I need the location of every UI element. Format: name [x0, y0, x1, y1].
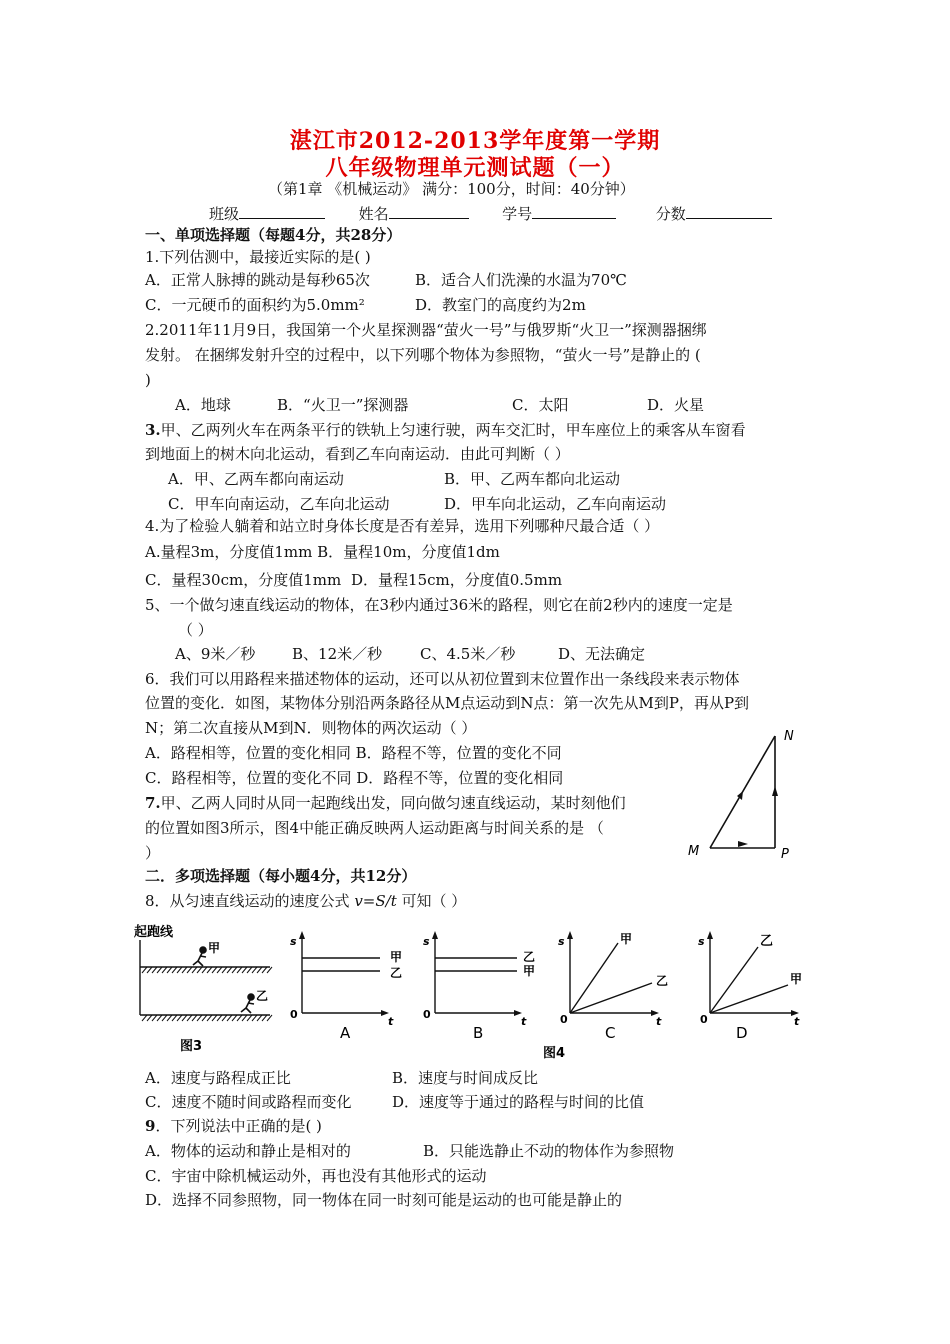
- hatch-mark: [267, 967, 272, 973]
- q9-option-d: D．选择不同参照物，同一物体在同一时刻可能是运动的也可能是静止的: [145, 1191, 623, 1209]
- hatch-mark: [227, 967, 232, 973]
- hatch-mark: [202, 967, 207, 973]
- graph-c-yi-label: 乙: [656, 974, 669, 988]
- hatch-mark: [182, 967, 187, 973]
- hatch-mark: [197, 967, 202, 973]
- name-label: 姓名: [358, 205, 389, 223]
- hatch-mark: [197, 1015, 202, 1021]
- graph-a-origin: 0: [290, 1008, 298, 1021]
- q8-option-d: D．速度等于通过的路程与时间的比值: [392, 1093, 645, 1111]
- hatch-mark: [252, 1015, 257, 1021]
- hatch-mark: [162, 967, 167, 973]
- q5-line1: 5、一个做匀速直线运动的物体，在3秒内通过36米的路程，则它在前2秒内的速度一定是: [145, 596, 733, 614]
- hatch-mark: [232, 967, 237, 973]
- q5-option-d: D、无法确定: [558, 645, 646, 663]
- graph-b: [423, 931, 535, 1042]
- q9-option-b: B．只能选静止不动的物体作为参照物: [423, 1142, 675, 1160]
- q1-option-b: B．适合人们洗澡的水温为70℃: [415, 271, 627, 289]
- hatch-mark: [247, 1015, 252, 1021]
- hatch-mark: [257, 1015, 262, 1021]
- graph-c-t-label: t: [656, 1015, 662, 1028]
- q3-line2: 到地面上的树木向北运动，看到乙车向南运动．由此可判断（ ）: [145, 445, 570, 463]
- runner-yi-label: 乙: [256, 989, 269, 1003]
- q3-option-a: A．甲、乙两车都向南运动: [168, 470, 344, 488]
- exam-subtitle-title: 八年级物理单元测试题（一）: [325, 155, 625, 181]
- hatch-mark: [257, 967, 262, 973]
- q5-option-b: B、12米／秒: [292, 645, 383, 663]
- id-field[interactable]: [532, 203, 616, 219]
- q5-line2: （ ）: [178, 621, 213, 639]
- hatch-mark: [152, 967, 157, 973]
- graph-b-letter: B: [473, 1024, 484, 1042]
- hatch-mark: [177, 967, 182, 973]
- q8-option-a: A．速度与路程成正比: [145, 1069, 291, 1087]
- q9-stem: [145, 1116, 322, 1136]
- q7-line2: 的位置如图3所示，图4中能正确反映两人运动距离与时间关系的是 （: [145, 819, 604, 837]
- score-field[interactable]: [686, 203, 772, 219]
- pn-arrow-icon: [772, 786, 778, 796]
- hatch-mark: [252, 967, 257, 973]
- hatch-mark: [157, 1015, 162, 1021]
- graph-a-yi-label: 乙: [390, 966, 403, 980]
- q9-option-a: A．物体的运动和静止是相对的: [145, 1142, 351, 1160]
- graph-d: [698, 931, 802, 1042]
- graph-d-line-jia: [710, 985, 788, 1013]
- hatch-mark: [207, 967, 212, 973]
- q2-option-a: A．地球: [175, 396, 231, 414]
- hatch-mark: [222, 967, 227, 973]
- q4-option-ab: A.量程3m，分度值1mm B．量程10m，分度值1dm: [145, 543, 500, 561]
- hatch-mark: [262, 967, 267, 973]
- q9-number: 9: [145, 1117, 156, 1135]
- figure3-caption: 图3: [180, 1039, 203, 1054]
- hatch-mark: [172, 967, 177, 973]
- hatch-mark: [177, 1015, 182, 1021]
- hatch-mark: [142, 967, 147, 973]
- graph-c-line-yi: [570, 983, 652, 1013]
- q2-line2: 发射。 在捆绑发射升空的过程中，以下列哪个物体为参照物，“萤火一号”是静止的 (: [145, 346, 701, 364]
- hatch-mark: [192, 967, 197, 973]
- graph-c-origin: 0: [560, 1013, 568, 1026]
- graph-d-origin: 0: [700, 1013, 708, 1026]
- q6-option-ab: A．路程相等，位置的变化相同 B．路程不等，位置的变化不同: [145, 744, 562, 762]
- q5-option-c: C、4.5米／秒: [420, 645, 516, 663]
- point-n-label: N: [784, 729, 794, 744]
- q8-formula: v=S/t: [354, 892, 397, 910]
- hatch-mark: [217, 967, 222, 973]
- mnp-path-figure: [680, 720, 810, 860]
- hatch-mark: [262, 1015, 267, 1021]
- graph-c: [558, 931, 668, 1042]
- graph-b-s-label: s: [423, 935, 430, 948]
- q8-stem-tail: 可知（ ）: [396, 892, 467, 910]
- start-line-label: 起跑线: [134, 925, 174, 940]
- q8-option-b: B．速度与时间成反比: [392, 1069, 539, 1087]
- graph-c-letter: C: [605, 1024, 616, 1042]
- q6-option-cd: C．路程相等，位置的变化不同 D．路程不等，位置的变化相同: [145, 769, 564, 787]
- q5-option-a: A、9米／秒: [175, 645, 256, 663]
- graph-d-yi-label: 乙: [760, 934, 774, 949]
- point-m-label: M: [688, 844, 700, 859]
- hatch-mark: [157, 967, 162, 973]
- hatch-mark: [167, 1015, 172, 1021]
- hatch-mark: [207, 1015, 212, 1021]
- hatch-mark: [212, 1015, 217, 1021]
- section1-title: 一、单项选择题（每题4分，共28分）: [145, 226, 402, 244]
- q1-option-c: C．一元硬币的面积约为5.0mm²: [145, 296, 365, 314]
- exam-info: （第1章 《机械运动》 满分：100分，时间：40分钟）: [268, 180, 635, 198]
- id-label: 学号: [502, 205, 533, 223]
- q2-option-c: C．太阳: [512, 396, 569, 414]
- q4-stem: 4.为了检验人躺着和站立时身体长度是否有差异，选用下列哪种尺最合适（ ）: [145, 517, 660, 535]
- graph-d-s-label: s: [698, 935, 705, 948]
- graph-a-letter: A: [340, 1024, 351, 1042]
- graph-d-line-yi: [710, 947, 758, 1013]
- graph-a-y-arrow-icon: [299, 931, 305, 939]
- q7-line3: ）: [145, 844, 161, 862]
- hatch-mark: [162, 1015, 167, 1021]
- hatch-mark: [152, 1015, 157, 1021]
- runner-jia-icon: [193, 947, 206, 966]
- graph-a-s-label: s: [290, 935, 297, 948]
- q3-option-b: B．甲、乙两车都向北运动: [444, 470, 621, 488]
- graph-c-y-arrow-icon: [567, 931, 573, 939]
- q7-number: 7.: [145, 794, 161, 812]
- hatch-mark: [142, 1015, 147, 1021]
- q1-option-a: A．正常人脉搏的跳动是每秒65次: [145, 271, 370, 289]
- q1-option-d: D．教室门的高度约为2m: [415, 296, 586, 314]
- graph-b-origin: 0: [423, 1008, 431, 1021]
- graph-c-line-jia: [570, 943, 618, 1013]
- q9-stem-text: ．下列说法中正确的是( ): [155, 1117, 322, 1135]
- point-p-label: P: [781, 847, 789, 860]
- track-bottom-hatch: [142, 1015, 272, 1021]
- graph-a-jia-label: 甲: [390, 950, 403, 964]
- graph-b-y-arrow-icon: [432, 931, 438, 939]
- q1-stem: 1.下列估测中，最接近实际的是( ): [145, 248, 371, 266]
- q2-line3: ): [145, 371, 151, 389]
- hatch-mark: [217, 1015, 222, 1021]
- hatch-mark: [187, 967, 192, 973]
- q8-option-c: C．速度不随时间或路程而变化: [145, 1093, 352, 1111]
- graph-b-yi-label: 乙: [523, 950, 536, 964]
- hatch-mark: [167, 967, 172, 973]
- hatch-mark: [172, 1015, 177, 1021]
- q9-option-c: C．宇宙中除机械运动外，再也没有其他形式的运动: [145, 1167, 487, 1185]
- q3-number: 3.: [145, 421, 161, 439]
- hatch-mark: [267, 1015, 272, 1021]
- q6-line1: 6．我们可以用路程来描述物体的运动，还可以从初位置到末位置作出一条线段来表示物体: [145, 670, 740, 688]
- graph-d-letter: D: [736, 1024, 748, 1042]
- q2-option-d: D．火星: [647, 396, 705, 414]
- q8-stem-text: 8．从匀速直线运动的速度公式: [145, 892, 355, 910]
- hatch-mark: [147, 1015, 152, 1021]
- hatch-mark: [192, 1015, 197, 1021]
- hatch-mark: [212, 967, 217, 973]
- q7-text: 甲、乙两人同时从同一起跑线出发，同向做匀速直线运动，某时刻他们: [160, 794, 626, 812]
- score-label: 分数: [655, 205, 686, 223]
- hatch-mark: [202, 1015, 207, 1021]
- graph-a: [290, 931, 402, 1042]
- runner-jia-label: 甲: [208, 941, 221, 955]
- figure4-caption: 图4: [543, 1046, 566, 1060]
- q4-option-c: C．量程30cm，分度值1mm: [145, 571, 342, 589]
- q7-line1: [145, 793, 626, 813]
- q4-option-d: D．量程15cm，分度值0.5mm: [351, 571, 563, 589]
- mp-arrow-icon: [738, 841, 748, 847]
- section2-title: 二．多项选择题（每小题4分，共12分）: [145, 867, 417, 885]
- q6-line2: 位置的变化．如图，某物体分别沿两条路径从M点运动到N点：第一次先从M到P，再从P到: [145, 694, 750, 712]
- q2-option-b: B．“火卫一”探测器: [277, 396, 409, 414]
- hatch-mark: [242, 967, 247, 973]
- graph-b-jia-label: 甲: [523, 964, 536, 978]
- track-top-hatch: [142, 967, 272, 973]
- hatch-mark: [222, 1015, 227, 1021]
- hatch-mark: [227, 1015, 232, 1021]
- graph-c-jia-label: 甲: [620, 932, 633, 946]
- q6-line3: N；第二次直接从M到N．则物体的两次运动（ ）: [145, 719, 477, 737]
- hatch-mark: [237, 967, 242, 973]
- graph-a-t-label: t: [388, 1015, 394, 1028]
- graph-d-t-label: t: [794, 1015, 800, 1028]
- figure3: [130, 920, 280, 1060]
- runner-yi-icon: [241, 994, 254, 1013]
- hatch-mark: [247, 967, 252, 973]
- hatch-mark: [187, 1015, 192, 1021]
- figure4: [280, 925, 810, 1060]
- hatch-mark: [232, 1015, 237, 1021]
- class-label: 班级: [209, 205, 240, 223]
- graph-d-jia-label: 甲: [790, 972, 803, 986]
- graph-d-y-arrow-icon: [707, 931, 713, 939]
- q3-line1: [145, 420, 746, 440]
- hatch-mark: [182, 1015, 187, 1021]
- hatch-mark: [237, 1015, 242, 1021]
- hatch-mark: [147, 967, 152, 973]
- q3-text: 甲、乙两列火车在两条平行的铁轨上匀速行驶，两车交汇时，甲车座位上的乘客从车窗看: [160, 421, 746, 439]
- q3-option-c: C．甲车向南运动，乙车向北运动: [168, 495, 390, 513]
- name-field[interactable]: [389, 203, 469, 219]
- graph-c-s-label: s: [558, 935, 565, 948]
- q3-option-d: D．甲车向北运动，乙车向南运动: [444, 495, 667, 513]
- student-info-row: [209, 203, 772, 224]
- graph-b-t-label: t: [521, 1015, 527, 1028]
- class-field[interactable]: [239, 203, 325, 219]
- exam-title: 湛江市2012-2013学年度第一学期: [289, 128, 661, 154]
- hatch-mark: [242, 1015, 247, 1021]
- q8-stem: [145, 891, 466, 911]
- q2-line1: 2.2011年11月9日，我国第一个火星探测器“萤火一号”与俄罗斯“火卫一”探测器捆绑: [145, 321, 707, 339]
